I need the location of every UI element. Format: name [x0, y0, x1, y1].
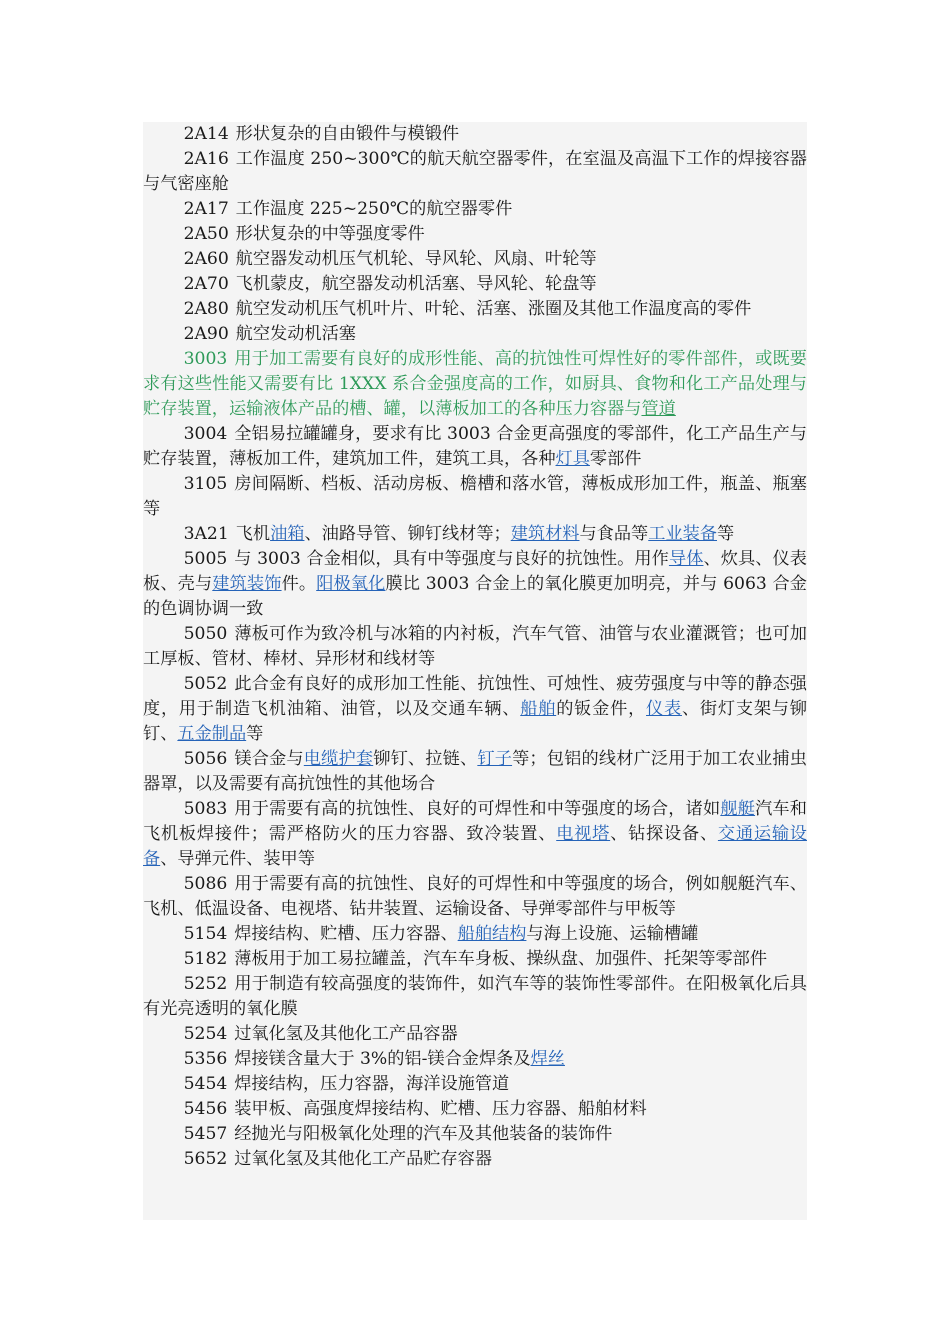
alloy-entry-2a70 — [143, 272, 807, 297]
alloy-entry-5086 — [143, 872, 807, 922]
alloy-code: 5050 — [183, 624, 228, 644]
description-text: 用于加工需要有良好的成形性能、高的抗蚀性可焊性好的零件部件，或既要求有这些性能又需要有比 1XXX 系合金强度高的工作，如厨具、食物和化工产品处理与贮存装置，运输液体产品的槽、罐，以薄板加工的各种压力容器与 — [143, 349, 807, 419]
keyword-link[interactable]: 船舶结构 — [457, 924, 527, 944]
description-text: 与海上设施、运输槽罐 — [526, 924, 699, 944]
description-text: 焊接结构、贮槽、压力容器、 — [234, 924, 458, 944]
alloy-code: 5254 — [183, 1024, 228, 1044]
description-text: 镁合金与 — [234, 749, 304, 769]
alloy-code: 5652 — [183, 1149, 228, 1169]
description-text: 过氧化氢及其他化工产品贮存容器 — [234, 1149, 493, 1169]
alloy-entry-5056 — [143, 747, 807, 797]
description-text: 等 — [717, 524, 735, 544]
keyword-link[interactable]: 建筑材料 — [510, 524, 580, 544]
alloy-entry-2a50 — [143, 222, 807, 247]
keyword-link[interactable]: 五金制品 — [177, 724, 247, 744]
alloy-code: 5456 — [183, 1099, 228, 1119]
alloy-entry-3105 — [143, 472, 807, 522]
description-text: 、油路导管、铆钉线材等； — [304, 524, 511, 544]
alloy-entry-2a14 — [143, 122, 807, 147]
alloy-entry-5052 — [143, 672, 807, 747]
description-text: 、炊具、仪表板、壳与 — [143, 549, 807, 594]
description-text: 用于制造有较高强度的装饰件，如汽车等的装饰性零部件。在阳极氧化后具有光亮透明的氧化膜 — [143, 974, 807, 1019]
alloy-entry-2a17 — [143, 197, 807, 222]
keyword-link[interactable]: 阳极氧化 — [316, 574, 386, 594]
description-text: 等；包铝的线材广泛用于加工农业捕虫器罩，以及需要有高抗蚀性的其他场合 — [143, 749, 807, 794]
description-text: 此合金有良好的成形加工性能、抗蚀性、可烛性、疲劳强度与中等的静态强度，用于制造飞机油箱、油管，以及交通车辆、 — [143, 674, 807, 719]
description-text: 、钻探设备、 — [610, 824, 718, 844]
keyword-link[interactable]: 灯具 — [555, 449, 590, 469]
description-text: 、街灯支架与铆钉、 — [143, 699, 807, 744]
description-text: 全铝易拉罐罐身，要求有比 3003 合金更高强度的零部件，化工产品生产与贮存装置，薄板加工件，建筑加工件，建筑工具，各种 — [143, 424, 807, 469]
alloy-entry-5454 — [143, 1072, 807, 1097]
alloy-code: 5083 — [183, 799, 228, 819]
alloy-entry-2a60 — [143, 247, 807, 272]
alloy-code: 5056 — [183, 749, 228, 769]
alloy-code: 5154 — [183, 924, 228, 944]
alloy-entry-5254 — [143, 1022, 807, 1047]
alloy-code: 2A70 — [183, 274, 229, 294]
alloy-code: 5182 — [183, 949, 228, 969]
description-text: 零部件 — [589, 449, 642, 469]
keyword-link[interactable]: 仪表 — [646, 699, 682, 719]
alloy-entry-5457 — [143, 1122, 807, 1147]
description-text: 装甲板、高强度焊接结构、贮槽、压力容器、船舶材料 — [234, 1099, 647, 1119]
description-text: 与食品等 — [579, 524, 649, 544]
alloy-entry-3003 — [143, 347, 807, 422]
keyword-link[interactable]: 管道 — [641, 399, 676, 419]
description-text: 焊接镁含量大于 3%的铝-镁合金焊条及 — [234, 1049, 531, 1069]
alloy-code: 3003 — [183, 349, 228, 369]
alloy-code: 5052 — [183, 674, 228, 694]
alloy-entry-5356 — [143, 1047, 807, 1072]
alloy-entry-5182 — [143, 947, 807, 972]
keyword-link[interactable]: 交通运输设备 — [143, 824, 807, 869]
description-text: 工作温度 225~250℃的航空器零件 — [235, 199, 513, 219]
alloy-code: 2A80 — [183, 299, 229, 319]
keyword-link[interactable]: 建筑装饰 — [212, 574, 282, 594]
alloy-entry-5456 — [143, 1097, 807, 1122]
description-text: 飞机蒙皮，航空器发动机活塞、导风轮、轮盘等 — [235, 274, 597, 294]
description-text: 薄板用于加工易拉罐盖，汽车车身板、操纵盘、加强件、托架等零部件 — [234, 949, 768, 969]
alloy-entry-5652 — [143, 1147, 807, 1172]
alloy-code: 5454 — [183, 1074, 228, 1094]
alloy-code: 2A17 — [183, 199, 229, 219]
description-text: 工作温度 250~300℃的航天航空器零件，在室温及高温下工作的焊接容器与气密座舱 — [143, 149, 807, 194]
alloy-entry-5005 — [143, 547, 807, 622]
alloy-entry-2a90 — [143, 322, 807, 347]
description-text: 用于需要有高的抗蚀性、良好的可焊性和中等强度的场合，诸如 — [234, 799, 721, 819]
keyword-link[interactable]: 舰艇 — [720, 799, 756, 819]
description-text: 与 3003 合金相似，具有中等强度与良好的抗蚀性。用作 — [234, 549, 669, 569]
alloy-entry-5050 — [143, 622, 807, 672]
description-text: 航空发动机活塞 — [235, 324, 356, 344]
alloy-entry-5252 — [143, 972, 807, 1022]
alloy-entry-5083 — [143, 797, 807, 872]
document-page — [143, 122, 807, 1220]
alloy-code: 5356 — [183, 1049, 228, 1069]
alloy-entry-5154 — [143, 922, 807, 947]
alloy-entry-2a16 — [143, 147, 807, 197]
alloy-code: 2A50 — [183, 224, 229, 244]
alloy-code: 3105 — [183, 474, 228, 494]
keyword-link[interactable]: 焊丝 — [530, 1049, 565, 1069]
keyword-link[interactable]: 船舶 — [520, 699, 557, 719]
description-text: 薄板可作为致冷机与冰箱的内衬板，汽车气管、油管与农业灌溉管；也可加工厚板、管材、棒材、异形材和线材等 — [143, 624, 807, 669]
alloy-code: 5457 — [183, 1124, 228, 1144]
alloy-entry-3004 — [143, 422, 807, 472]
description-text: 膜比 3003 合金上的氧化膜更加明亮，并与 6063 合金的色调协调一致 — [143, 574, 807, 619]
alloy-code: 3A21 — [183, 524, 229, 544]
description-text: 房间隔断、档板、活动房板、檐槽和落水管，薄板成形加工件，瓶盖、瓶塞等 — [143, 474, 807, 519]
description-text: 用于需要有高的抗蚀性、良好的可焊性和中等强度的场合，例如舰艇汽车、飞机、低温设备、电视塔、钻井装置、运输设备、导弹零部件与甲板等 — [143, 874, 807, 919]
description-text: 航空发动机压气机叶片、叶轮、活塞、涨圈及其他工作温度高的零件 — [235, 299, 752, 319]
description-text: 、导弹元件、装甲等 — [160, 849, 315, 869]
description-text: 过氧化氢及其他化工产品容器 — [234, 1024, 458, 1044]
description-text: 的钣金件， — [556, 699, 647, 719]
keyword-link[interactable]: 钉子 — [477, 749, 513, 769]
alloy-code: 5086 — [183, 874, 228, 894]
description-text: 形状复杂的自由锻件与模锻件 — [235, 124, 460, 144]
keyword-link[interactable]: 工业装备 — [648, 524, 718, 544]
alloy-code: 5005 — [183, 549, 228, 569]
description-text: 等 — [246, 724, 264, 744]
description-text: 形状复杂的中等强度零件 — [235, 224, 425, 244]
keyword-link[interactable]: 电缆护套 — [303, 749, 374, 769]
alloy-code: 5252 — [183, 974, 228, 994]
alloy-code: 2A60 — [183, 249, 229, 269]
description-text: 件。 — [281, 574, 317, 594]
keyword-link[interactable]: 油箱 — [270, 524, 305, 544]
alloy-application-list — [143, 122, 807, 1172]
description-text: 汽车和飞机板焊接件；需严格防火的压力容器、致冷装置、 — [143, 799, 807, 844]
keyword-link[interactable]: 电视塔 — [556, 824, 611, 844]
alloy-code: 3004 — [183, 424, 228, 444]
description-text: 经抛光与阳极氧化处理的汽车及其他装备的装饰件 — [234, 1124, 613, 1144]
alloy-code: 2A14 — [183, 124, 229, 144]
keyword-link[interactable]: 导体 — [668, 549, 704, 569]
alloy-code: 2A90 — [183, 324, 229, 344]
description-text: 铆钉、拉链、 — [373, 749, 478, 769]
description-text: 航空器发动机压气机轮、导风轮、风扇、叶轮等 — [235, 249, 597, 269]
alloy-entry-2a80 — [143, 297, 807, 322]
alloy-code: 2A16 — [183, 149, 229, 169]
description-text: 飞机 — [235, 524, 271, 544]
description-text: 焊接结构，压力容器，海洋设施管道 — [234, 1074, 510, 1094]
alloy-entry-3a21 — [143, 522, 807, 547]
